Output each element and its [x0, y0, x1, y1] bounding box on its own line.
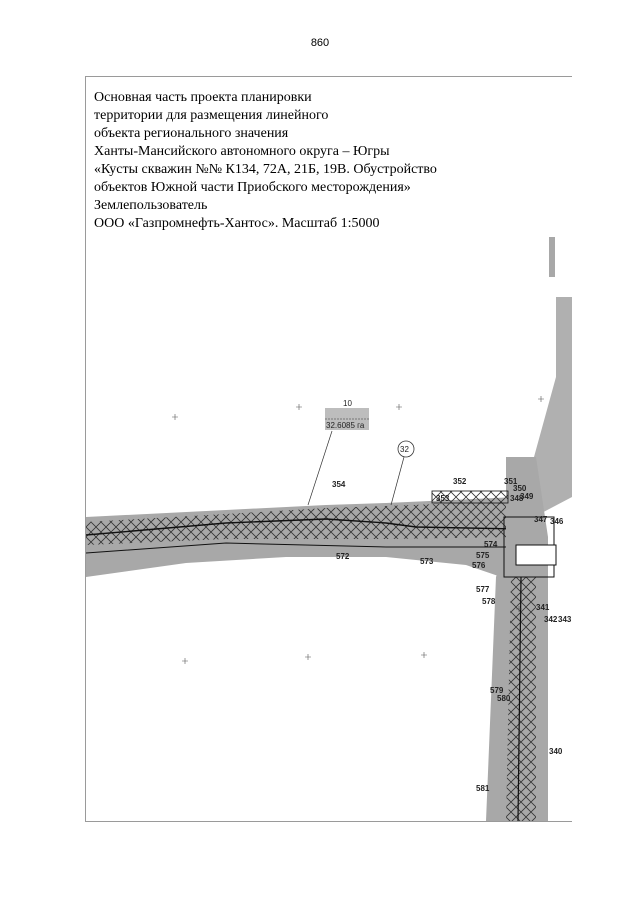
point-574: 574 [484, 540, 498, 549]
point-353: 353 [436, 494, 450, 503]
point-340: 340 [549, 747, 563, 756]
point-350: 350 [513, 484, 527, 493]
circle-label: 32 [400, 445, 409, 454]
parcel-area: 32.6085 га [326, 421, 365, 430]
point-347: 347 [534, 515, 548, 524]
point-343: 343 [558, 615, 572, 624]
point-581: 581 [476, 784, 490, 793]
leader-circle [391, 457, 404, 505]
edge-strip [549, 237, 555, 277]
title-line: территории для размещения линейного [94, 108, 329, 123]
title-line: «Кусты скважин №№ К134, 72А, 21Б, 19В. Обустройство [94, 162, 437, 177]
parcel-number: 10 [343, 399, 352, 408]
point-341: 341 [536, 603, 550, 612]
point-342: 342 [544, 615, 558, 624]
point-577: 577 [476, 585, 490, 594]
title-line: Основная часть проекта планировки [94, 90, 312, 105]
title-line: ООО «Газпромнефть-Хантос». Масштаб 1:5000 [94, 216, 380, 231]
point-349: 349 [520, 492, 534, 501]
point-351: 351 [504, 477, 518, 486]
title-block [94, 89, 437, 233]
point-575: 575 [476, 551, 490, 560]
point-576: 576 [472, 561, 486, 570]
title-line: Землепользователь [94, 198, 208, 213]
point-572: 572 [336, 552, 350, 561]
point-580: 580 [497, 694, 511, 703]
point-578: 578 [482, 597, 496, 606]
point-354: 354 [332, 480, 346, 489]
page-number: 860 [310, 37, 330, 49]
point-346: 346 [550, 517, 564, 526]
point-573: 573 [420, 557, 434, 566]
title-line: объектов Южной части Приобского месторождения» [94, 180, 411, 195]
title-line: объекта регионального значения [94, 126, 289, 141]
point-579: 579 [490, 686, 504, 695]
junction-inner [516, 545, 556, 565]
title-line: Ханты-Мансийского автономного округа – Югры [94, 144, 390, 159]
leader-parcel [308, 431, 332, 505]
point-348: 348 [510, 494, 524, 503]
point-352: 352 [453, 477, 467, 486]
